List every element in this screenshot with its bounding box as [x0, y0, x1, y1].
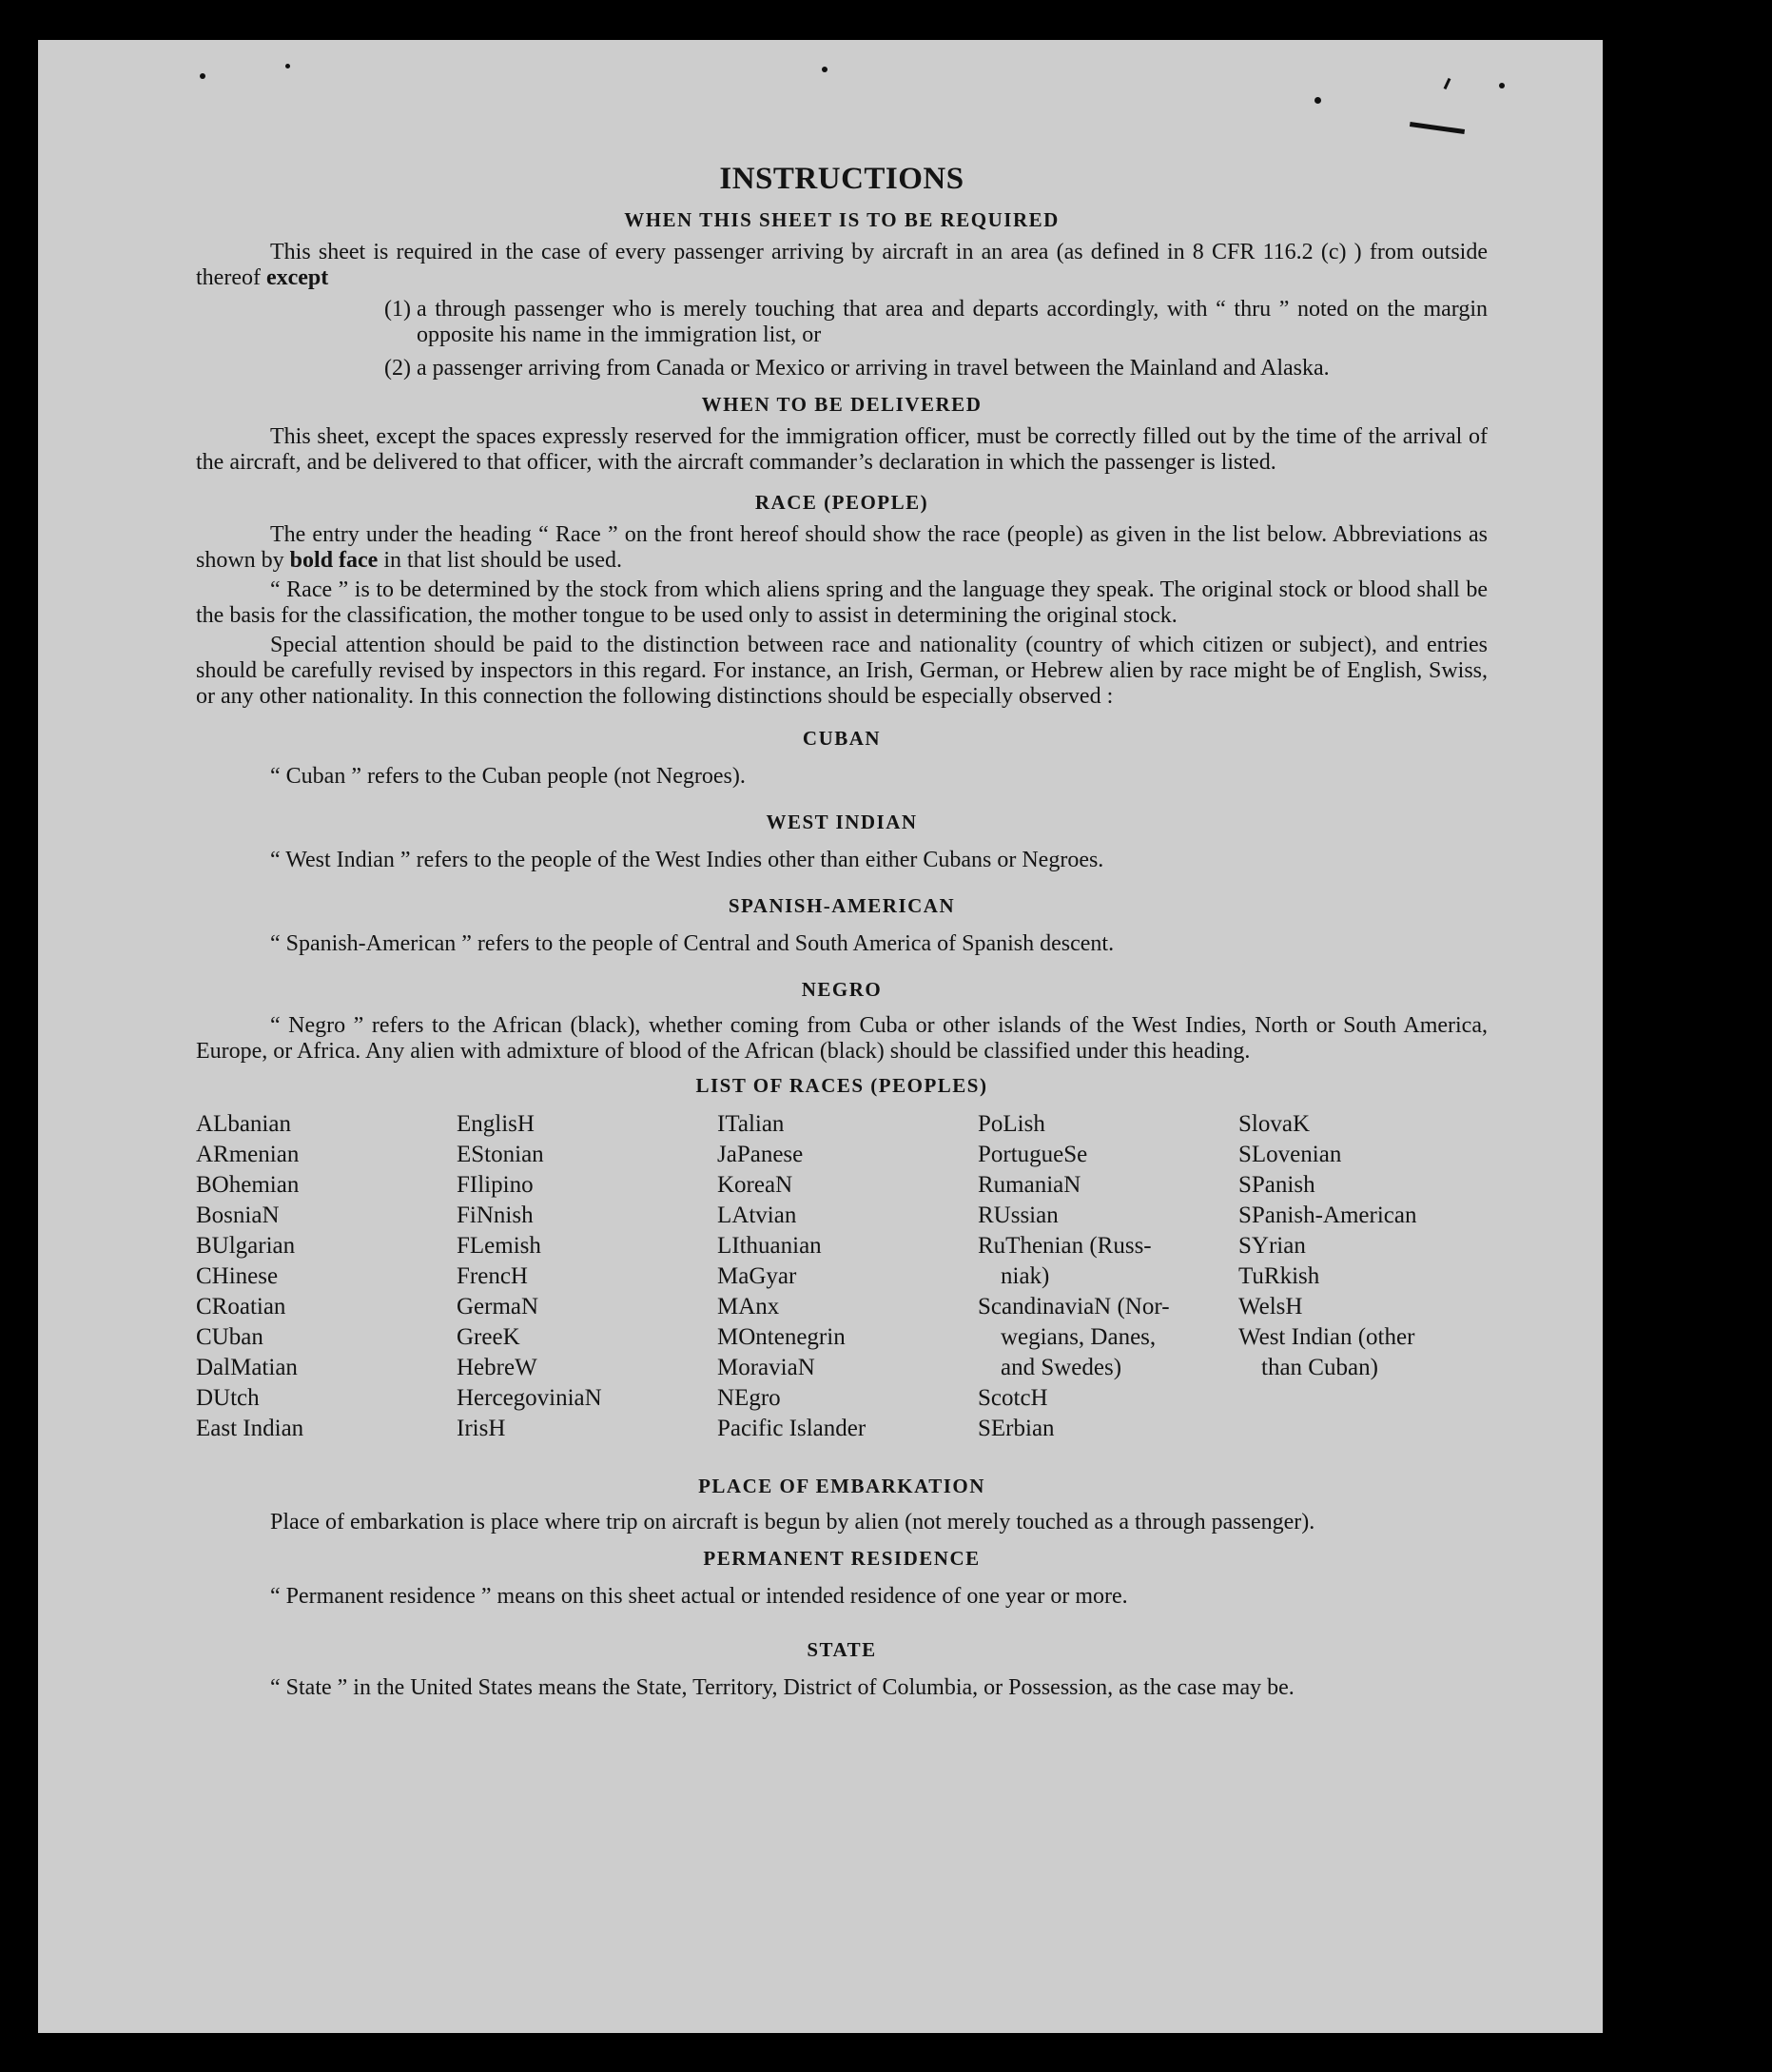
race-entry: Pacific Islander [717, 1416, 867, 1441]
scan-speck [1444, 78, 1451, 89]
race-entry: HebreW [457, 1355, 537, 1380]
paragraph-cuban: “ Cuban ” refers to the Cuban people (not Negroes). [270, 764, 746, 789]
race-entry: ITalian [717, 1111, 785, 1137]
paragraph-negro: “ Negro ” refers to the African (black), whether coming from Cuba or other islands of the West Indies, North or South America, Europe, or Africa. Any alien with admixture of blood of the African (black) should be classified under this heading. [196, 1013, 1488, 1064]
race-entry: wegians, Danes, [1001, 1324, 1157, 1350]
race-entry: DUtch [196, 1385, 260, 1411]
race-entry: RuThenian (Russ- [978, 1233, 1152, 1259]
race-entry: FIlipino [457, 1172, 534, 1198]
race-entry: ScandinaviaN (Nor- [978, 1294, 1170, 1319]
race-entry: HercegoviniaN [457, 1385, 602, 1411]
race-entry: NEgro [717, 1385, 781, 1411]
heading-embarkation: PLACE OF EMBARKATION [698, 1475, 985, 1497]
race-entry: EStonian [457, 1142, 544, 1167]
race-entry: WelsH [1238, 1294, 1303, 1319]
paragraph-delivered: This sheet, except the spaces expressly reserved for the immigration officer, must be correctly filled out by the time of the arrival of the aircraft, and be delivered to that officer, with the aircraft commander’s declaration in which the passenger is listed. [196, 424, 1488, 475]
race-entry: EnglisH [457, 1111, 535, 1137]
race-entry: ARmenian [196, 1142, 300, 1167]
race-entry: PoLish [978, 1111, 1045, 1137]
race-entry: KoreaN [717, 1172, 793, 1198]
race-entry: ALbanian [196, 1111, 291, 1137]
races-column [457, 1109, 602, 1444]
document-page [38, 40, 1603, 2033]
race-entry: GreeK [457, 1324, 520, 1350]
race-entry: MaGyar [717, 1263, 797, 1289]
race-entry: JaPanese [717, 1142, 804, 1167]
heading-races-list: LIST OF RACES (PEOPLES) [695, 1074, 988, 1097]
scan-speck [285, 64, 290, 68]
paragraph-state: “ State ” in the United States means the State, Territory, District of Columbia, or Possession, as the case may be. [270, 1675, 1295, 1700]
races-column [978, 1109, 1170, 1444]
race-entry: FLemish [457, 1233, 541, 1259]
item-number: (2) [384, 356, 411, 381]
race-entry: SPanish [1238, 1172, 1315, 1198]
scan-speck [1410, 122, 1465, 134]
scan-speck [1314, 97, 1321, 104]
heading-state: STATE [807, 1638, 877, 1661]
race-entry: BosniaN [196, 1202, 280, 1228]
paragraph-race-entry [196, 522, 1488, 574]
race-entry: MOntenegrin [717, 1324, 846, 1350]
races-column [196, 1109, 303, 1444]
race-entry: ScotcH [978, 1385, 1048, 1411]
race-entry: TuRkish [1238, 1263, 1320, 1289]
list-item [196, 297, 1488, 348]
heading-cuban: CUBAN [802, 727, 882, 750]
heading-spanish-american: SPANISH-AMERICAN [728, 894, 956, 917]
race-entry: RumaniaN [978, 1172, 1081, 1198]
race-entry: GermaN [457, 1294, 539, 1319]
paragraph-residence: “ Permanent residence ” means on this sheet actual or intended residence of one year or more. [270, 1584, 1128, 1609]
race-entry: SYrian [1238, 1233, 1306, 1259]
heading-when-required: WHEN THIS SHEET IS TO BE REQUIRED [624, 208, 1060, 231]
race-entry: MoraviaN [717, 1355, 815, 1380]
instructions-body [196, 162, 1488, 1701]
item-text: a through passenger who is merely touching that area and departs accordingly, with “ thru ” noted on the margin opposite his name in the immigration list, or [417, 297, 1488, 347]
heading-negro: NEGRO [801, 978, 883, 1001]
race-entry: SPanish-American [1238, 1202, 1417, 1228]
race-entry: niak) [1001, 1263, 1050, 1289]
item-number: (1) [384, 297, 411, 322]
heading-race: RACE (PEOPLE) [754, 491, 929, 514]
paragraph-race-distinction: Special attention should be paid to the distinction between race and nationality (country of which citizen or subject), and entries should be carefully revised by inspectors in this regard. For instance, an Irish, German, or Hebrew alien by race might be of English, Swiss, or any other nationality. In this connection the following distinctions should be especially observed : [196, 633, 1488, 709]
race-entry: FiNnish [457, 1202, 534, 1228]
race-entry: LIthuanian [717, 1233, 822, 1259]
race-entry: CHinese [196, 1263, 279, 1289]
paragraph-west-indian: “ West Indian ” refers to the people of the West Indies other than either Cubans or Negroes. [270, 848, 1104, 872]
race-entry: FrencH [457, 1263, 528, 1289]
required-text: This sheet is required in the case of every passenger arriving by aircraft in an area (as defined in 8 CFR 116.2 (c) ) from outside thereof [196, 240, 1488, 290]
race-entry: East Indian [196, 1416, 304, 1441]
race-entry-end: in that list should be used. [378, 548, 622, 573]
heading-when-delivered: WHEN TO BE DELIVERED [701, 393, 983, 416]
race-entry: BOhemian [196, 1172, 300, 1198]
race-entry: CUban [196, 1324, 263, 1350]
item-text: a passenger arriving from Canada or Mexico or arriving in travel between the Mainland and Alaska. [417, 356, 1330, 381]
scan-speck [822, 67, 828, 72]
paragraph-race-stock: “ Race ” is to be determined by the stock from which aliens spring and the language they speak. The original stock or blood shall be the basis for the classification, the mother tongue to be used only to assist in determining the original stock. [196, 577, 1488, 628]
races-column [717, 1109, 866, 1444]
required-except: except [265, 265, 329, 290]
paragraph-required [196, 240, 1488, 291]
races-table [196, 1109, 1488, 1467]
race-entry: BUlgarian [196, 1233, 296, 1259]
race-entry: than Cuban) [1261, 1355, 1378, 1380]
race-entry: SLovenian [1238, 1142, 1342, 1167]
race-entry: LAtvian [717, 1202, 797, 1228]
heading-west-indian: WEST INDIAN [766, 811, 918, 833]
race-entry: CRoatian [196, 1294, 286, 1319]
races-column [1238, 1109, 1416, 1383]
race-entry: IrisH [457, 1416, 506, 1441]
race-entry: DalMatian [196, 1355, 298, 1380]
page-title: INSTRUCTIONS [719, 162, 964, 196]
paragraph-spanish-american: “ Spanish-American ” refers to the people of Central and South America of Spanish descent. [270, 931, 1115, 956]
race-entry: SErbian [978, 1416, 1055, 1441]
race-entry: MAnx [717, 1294, 780, 1319]
scan-speck [200, 73, 205, 79]
race-entry: West Indian (other [1238, 1324, 1415, 1350]
race-entry-bold: bold face [289, 548, 379, 573]
scan-speck [1499, 83, 1505, 88]
race-entry: PortugueSe [978, 1142, 1088, 1167]
paragraph-embarkation: Place of embarkation is place where trip on aircraft is begun by alien (not merely touched as a through passenger). [270, 1510, 1315, 1534]
race-entry: SlovaK [1238, 1111, 1310, 1137]
race-entry: RUssian [978, 1202, 1059, 1228]
race-entry-text: The entry under the heading “ Race ” on the front hereof should show the race (people) as given in the list below. Abbreviations as shown by [196, 522, 1488, 573]
race-entry: and Swedes) [1001, 1355, 1122, 1380]
list-item [196, 356, 1488, 381]
heading-residence: PERMANENT RESIDENCE [703, 1547, 981, 1570]
